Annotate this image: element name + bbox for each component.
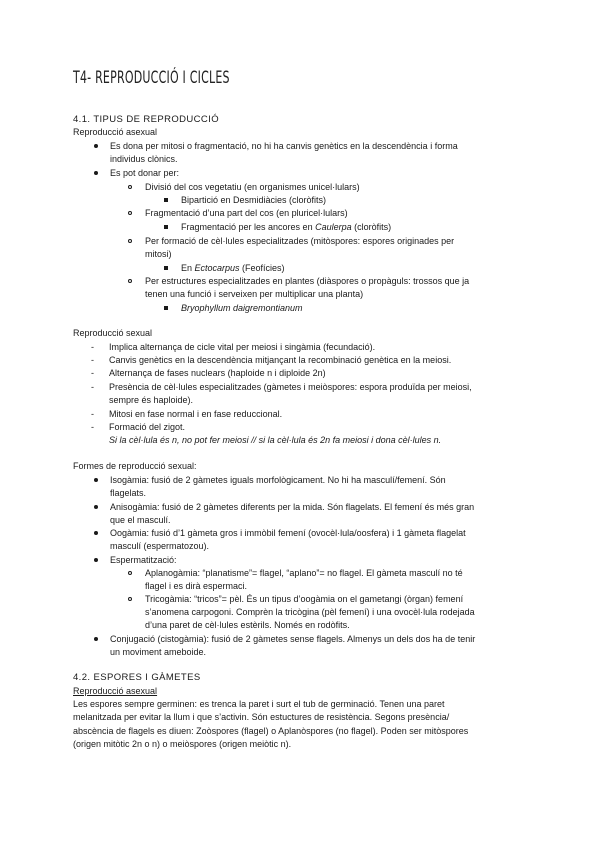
list-item: Canvis genètics en la descendència mitjançant la recombinació genètica en la meiosi. [109, 355, 452, 365]
circle-bullet-icon [128, 185, 132, 189]
square-bullet-icon [164, 225, 168, 229]
circle-bullet-icon [128, 571, 132, 575]
list-item-cont: d’una paret de cèl·lules estèrils. Només en rodòfits. [145, 620, 350, 630]
list-item: En Ectocarpus (Feofícies) [181, 263, 285, 273]
section-heading-4-1: 4.1. TIPUS DE REPRODUCCIÓ [73, 114, 220, 125]
list-item: Conjugació (cistogàmia): fusió de 2 gàmetes sense flagels. Almenys un dels dos ha de tenir [110, 634, 476, 644]
list-item: Fragmentació per les ancores en Caulerpa (cloròfits) [181, 222, 392, 232]
square-bullet-icon [164, 198, 168, 202]
section-heading-4-2: 4.2. ESPORES I GÀMETES [73, 672, 201, 683]
list-item: Isogàmia: fusió de 2 gàmetes iguals morfològicament. No hi ha masculí/femení. Són [110, 475, 446, 485]
dash-bullet-icon: - [91, 382, 94, 392]
subsection-label-sexual: Reproducció sexual [73, 328, 153, 338]
list-item-cont: s’anomena carpogoni. Comprèn la tricògina (pèl femení) i una ovocèl·lula rodejada [145, 607, 475, 617]
circle-bullet-icon [128, 211, 132, 215]
list-item: Fragmentació d’una part del cos (en pluricel·lulars) [145, 208, 348, 218]
circle-bullet-icon [128, 279, 132, 283]
list-item: Es pot donar per: [110, 168, 180, 178]
list-item: Implica alternança de cicle vital per meiosi i singàmia (fecundació). [109, 342, 376, 352]
list-item-cont: masculí (espermatozou). [110, 541, 210, 551]
paragraph-line: abscència de flagels es diuen: Zoòspores (flagel) o Aplanòspores (no flagel). Poden ser mitòspores [73, 726, 469, 736]
list-item: Tricogàmia: “tricos”= pèl. És un tipus d’oogàmia on el gametangi (òrgan) femení [145, 594, 464, 604]
list-item: Oogàmia: fusió d’1 gàmeta gros i immòbil femení (ovocèl·lula/oosfera) i 1 gàmeta flagelat [110, 528, 466, 538]
list-item: Presència de cèl·lules especialitzades (gàmetes i meiòspores: espora produïda per meiosi, [109, 382, 472, 392]
list-item: Divisió del cos vegetatiu (en organismes unicel·lulars) [145, 182, 360, 192]
list-item-cont: sempre és haploide). [109, 395, 194, 405]
bullet-icon [94, 171, 98, 175]
list-item: Per formació de cèl·lules especialitzades (mitòspores: espores originades per [145, 236, 455, 246]
dash-bullet-icon: - [91, 409, 94, 419]
circle-bullet-icon [128, 597, 132, 601]
list-item-cont: individus clònics. [110, 154, 178, 164]
list-item: Anisogàmia: fusió de 2 gàmetes diferents per la mida. Són flagelats. El femení és més gran [110, 502, 475, 512]
paragraph-line: (origen mitòtic 2n o n) o meiòspores (origen meiòtic n). [73, 739, 292, 749]
list-item-cont: un moviment ameboide. [110, 647, 207, 657]
list-item-cont: flagelats. [110, 488, 147, 498]
dash-bullet-icon: - [91, 355, 94, 365]
list-item: Es dona per mitosi o fragmentació, no hi ha canvis genètics en la descendència i forma [110, 141, 458, 151]
subsection-label-asexual: Reproducció asexual [73, 127, 158, 137]
bullet-icon [94, 637, 98, 641]
list-item: Espermatització: [110, 555, 177, 565]
bullet-icon [94, 505, 98, 509]
square-bullet-icon [164, 266, 168, 270]
bullet-icon [94, 558, 98, 562]
dash-bullet-icon: - [91, 368, 94, 378]
paragraph-line: melanitzada per evitar la llum i que s’activin. Són estuctures de resistència. Segons presència/ [73, 712, 450, 722]
list-item: Per estructures especialitzades en plantes (diàspores o propàguls: trossos que ja [145, 276, 470, 286]
circle-bullet-icon [128, 239, 132, 243]
subsection-label-formes: Formes de reproducció sexual: [73, 461, 197, 471]
list-item: Bipartició en Desmidiàcies (cloròfits) [181, 195, 327, 205]
list-item: Aplanogàmia: “planatisme”= flagel, “aplano”= no flagel. El gàmeta masculí no té [145, 568, 463, 578]
list-item-cont: que el masculí. [110, 515, 171, 525]
square-bullet-icon [164, 306, 168, 310]
note: Si la cèl·lula és n, no pot fer meiosi // si la cèl·lula és 2n fa meiosi i dona cèl·lules n. [109, 435, 442, 445]
subsection-label-asexual-2: Reproducció asexual [73, 686, 158, 696]
list-item-cont: mitosi) [145, 249, 172, 259]
paragraph-line: Les espores sempre germinen: es trenca la paret i surt el tub de germinació. Tenen una paret [73, 699, 445, 709]
list-item: Alternança de fases nuclears (haploide n i diploide 2n) [109, 368, 326, 378]
dash-bullet-icon: - [91, 422, 94, 432]
dash-bullet-icon: - [91, 342, 94, 352]
list-item-cont: tenen una funció i serveixen per multiplicar una planta) [145, 289, 364, 299]
page-title: T4- REPRODUCCIÓ I CICLES [73, 68, 230, 88]
list-item: Formació del zigot. [109, 422, 186, 432]
list-item: Bryophyllum daigremontianum [181, 303, 303, 313]
bullet-icon [94, 144, 98, 148]
bullet-icon [94, 478, 98, 482]
list-item-cont: flagel i es dirà espermaci. [145, 581, 248, 591]
bullet-icon [94, 531, 98, 535]
list-item: Mitosi en fase normal i en fase reduccional. [109, 409, 283, 419]
